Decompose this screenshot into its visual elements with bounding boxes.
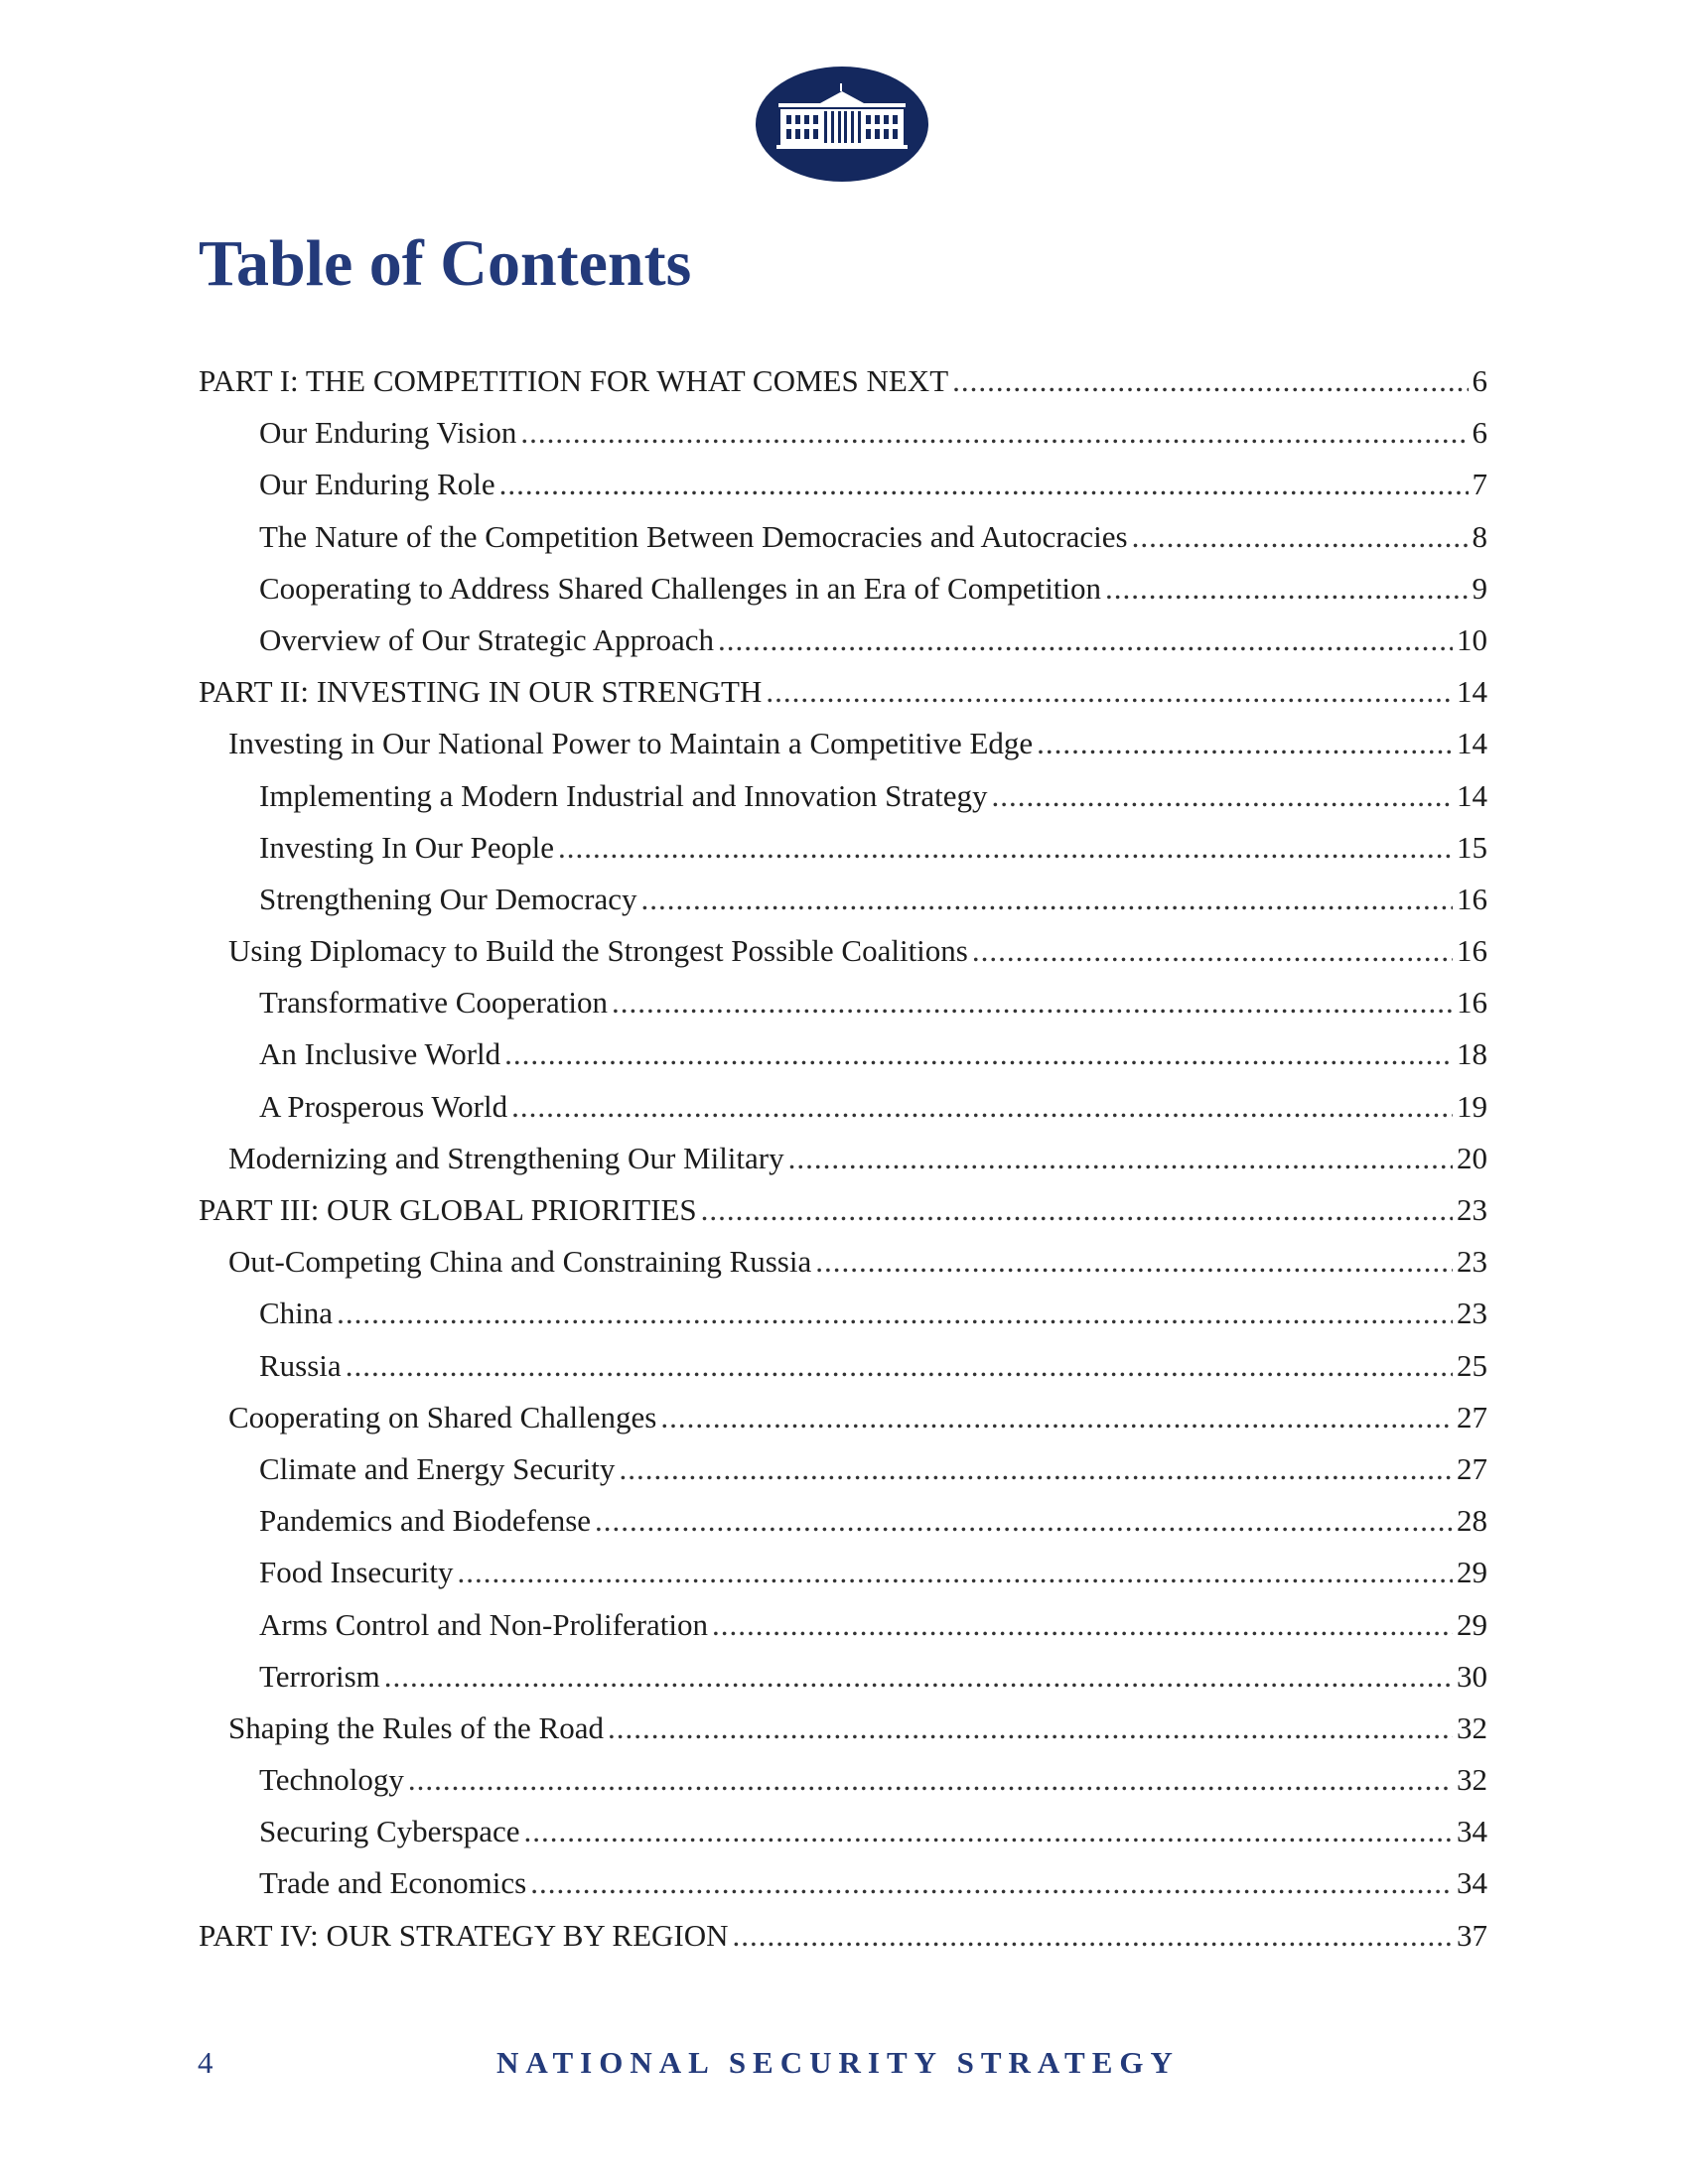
footer-document-title: NATIONAL SECURITY STRATEGY xyxy=(496,2045,1180,2080)
toc-entry[interactable] xyxy=(199,355,1487,407)
toc-entry-page-number: 23 xyxy=(1457,1192,1487,1227)
toc-entry[interactable] xyxy=(199,770,1487,822)
dot-leader xyxy=(701,1184,1453,1236)
toc-entry-label: A Prosperous World xyxy=(259,1088,508,1124)
toc-entry-page-number: 27 xyxy=(1457,1399,1487,1434)
toc-entry-label: Shaping the Rules of the Road xyxy=(228,1709,604,1745)
toc-entry-label: Pandemics and Biodefense xyxy=(259,1503,592,1539)
toc-entry-page-number: 19 xyxy=(1457,1088,1487,1124)
toc-entry[interactable] xyxy=(199,614,1487,666)
toc-entry-page-number: 23 xyxy=(1457,1244,1487,1280)
toc-entry-page-number: 25 xyxy=(1457,1347,1487,1383)
toc-entry-page-number: 6 xyxy=(1472,415,1487,451)
toc-entry-label: Transformative Cooperation xyxy=(259,985,608,1021)
dot-leader xyxy=(660,1392,1453,1443)
toc-entry-label: Securing Cyberspace xyxy=(259,1814,520,1849)
toc-entry-page-number: 6 xyxy=(1472,363,1487,398)
table-of-contents xyxy=(199,355,1487,1962)
toc-entry-label: Arms Control and Non-Proliferation xyxy=(259,1606,709,1642)
toc-entry-page-number: 28 xyxy=(1457,1503,1487,1539)
dot-leader xyxy=(530,1857,1453,1909)
toc-entry-page-number: 9 xyxy=(1472,570,1487,606)
footer-page-number: 4 xyxy=(198,2045,213,2080)
dot-leader xyxy=(712,1599,1453,1651)
toc-entry[interactable] xyxy=(199,1443,1487,1495)
toc-entry-page-number: 29 xyxy=(1457,1555,1487,1590)
toc-entry-label: Investing In Our People xyxy=(259,829,555,865)
toc-entry-label: The Nature of the Competition Between Democracies and Autocracies xyxy=(259,518,1128,554)
toc-entry-page-number: 16 xyxy=(1457,881,1487,916)
toc-entry[interactable] xyxy=(199,1288,1487,1339)
dot-leader xyxy=(766,666,1453,718)
dot-leader xyxy=(558,822,1453,874)
toc-entry-label: China xyxy=(259,1296,334,1331)
dot-leader xyxy=(520,407,1468,459)
toc-entry-label: An Inclusive World xyxy=(259,1036,501,1072)
toc-entry-label: Technology xyxy=(259,1762,404,1798)
toc-entry[interactable] xyxy=(199,822,1487,874)
toc-entry-label: Out-Competing China and Constraining Russia xyxy=(228,1244,812,1280)
toc-entry-label: Cooperating on Shared Challenges xyxy=(228,1399,657,1434)
toc-entry-label: Overview of Our Strategic Approach xyxy=(259,621,714,657)
toc-entry[interactable] xyxy=(199,1495,1487,1547)
toc-entry[interactable] xyxy=(199,1392,1487,1443)
toc-entry[interactable] xyxy=(199,666,1487,718)
dot-leader xyxy=(337,1288,1453,1339)
toc-entry-page-number: 14 xyxy=(1457,674,1487,710)
toc-entry-page-number: 16 xyxy=(1457,933,1487,969)
toc-entry-label: PART III: OUR GLOBAL PRIORITIES xyxy=(199,1192,697,1227)
toc-entry-label: Our Enduring Role xyxy=(259,467,495,502)
toc-entry-label: Terrorism xyxy=(259,1658,380,1694)
toc-entry-page-number: 29 xyxy=(1457,1606,1487,1642)
toc-entry-page-number: 27 xyxy=(1457,1450,1487,1486)
toc-entry[interactable] xyxy=(199,977,1487,1028)
toc-entry[interactable] xyxy=(199,1651,1487,1703)
dot-leader xyxy=(992,770,1454,822)
toc-entry-page-number: 18 xyxy=(1457,1036,1487,1072)
dot-leader xyxy=(718,614,1453,666)
toc-entry[interactable] xyxy=(199,1703,1487,1754)
toc-entry[interactable] xyxy=(199,1857,1487,1909)
toc-entry-page-number: 14 xyxy=(1457,777,1487,813)
toc-entry-label: Using Diplomacy to Build the Strongest Possible Coalitions xyxy=(228,933,968,969)
dot-leader xyxy=(511,1081,1453,1133)
dot-leader xyxy=(595,1495,1453,1547)
toc-entry[interactable] xyxy=(199,1754,1487,1806)
toc-entry-label: Investing in Our National Power to Maintain a Competitive Edge xyxy=(228,726,1034,761)
dot-leader xyxy=(1037,718,1453,769)
toc-entry[interactable] xyxy=(199,1547,1487,1598)
dot-leader xyxy=(504,1028,1453,1080)
toc-entry[interactable] xyxy=(199,563,1487,614)
toc-entry[interactable] xyxy=(199,459,1487,510)
toc-entry[interactable] xyxy=(199,1910,1487,1962)
toc-entry[interactable] xyxy=(199,1184,1487,1236)
toc-entry-page-number: 7 xyxy=(1472,467,1487,502)
toc-entry-page-number: 20 xyxy=(1457,1140,1487,1175)
toc-entry[interactable] xyxy=(199,1133,1487,1184)
dot-leader xyxy=(619,1443,1453,1495)
dot-leader xyxy=(952,355,1468,407)
toc-entry[interactable] xyxy=(199,925,1487,977)
toc-entry-label: PART I: THE COMPETITION FOR WHAT COMES NEXT xyxy=(199,363,949,398)
toc-entry[interactable] xyxy=(199,1599,1487,1651)
dot-leader xyxy=(972,925,1453,977)
toc-entry-page-number: 10 xyxy=(1457,621,1487,657)
toc-entry-page-number: 37 xyxy=(1457,1917,1487,1953)
dot-leader xyxy=(733,1910,1453,1962)
toc-entry[interactable] xyxy=(199,407,1487,459)
toc-entry-label: Food Insecurity xyxy=(259,1555,454,1590)
toc-entry-page-number: 23 xyxy=(1457,1296,1487,1331)
toc-entry[interactable] xyxy=(199,1806,1487,1857)
toc-entry-page-number: 30 xyxy=(1457,1658,1487,1694)
dot-leader xyxy=(788,1133,1453,1184)
toc-entry[interactable] xyxy=(199,1081,1487,1133)
toc-entry[interactable] xyxy=(199,1236,1487,1288)
dot-leader xyxy=(815,1236,1453,1288)
toc-entry-label: Implementing a Modern Industrial and Innovation Strategy xyxy=(259,777,988,813)
toc-entry-label: PART II: INVESTING IN OUR STRENGTH xyxy=(199,674,763,710)
toc-entry-page-number: 16 xyxy=(1457,985,1487,1021)
dot-leader xyxy=(346,1340,1453,1392)
toc-entry-page-number: 34 xyxy=(1457,1865,1487,1901)
dot-leader xyxy=(641,874,1454,925)
toc-entry-page-number: 34 xyxy=(1457,1814,1487,1849)
toc-entry[interactable] xyxy=(199,874,1487,925)
dot-leader xyxy=(384,1651,1453,1703)
toc-entry-label: Climate and Energy Security xyxy=(259,1450,616,1486)
toc-entry-page-number: 8 xyxy=(1472,518,1487,554)
toc-entry-page-number: 32 xyxy=(1457,1709,1487,1745)
dot-leader xyxy=(608,1703,1453,1754)
toc-entry-page-number: 15 xyxy=(1457,829,1487,865)
toc-entry-label: Strengthening Our Democracy xyxy=(259,881,637,916)
dot-leader xyxy=(499,459,1469,510)
toc-entry-page-number: 14 xyxy=(1457,726,1487,761)
dot-leader xyxy=(524,1806,1453,1857)
toc-entry-label: Our Enduring Vision xyxy=(259,415,517,451)
dot-leader xyxy=(457,1547,1453,1598)
dot-leader xyxy=(612,977,1453,1028)
toc-entry[interactable] xyxy=(199,1340,1487,1392)
toc-entry-label: Russia xyxy=(259,1347,342,1383)
dot-leader xyxy=(1105,563,1468,614)
toc-entry[interactable] xyxy=(199,1028,1487,1080)
toc-entry-label: Cooperating to Address Shared Challenges in an Era of Competition xyxy=(259,570,1102,606)
white-house-logo-icon xyxy=(755,66,929,183)
dot-leader xyxy=(408,1754,1453,1806)
toc-entry[interactable] xyxy=(199,718,1487,769)
page-title: Table of Contents xyxy=(199,227,692,300)
toc-entry-label: Modernizing and Strengthening Our Military xyxy=(228,1140,784,1175)
toc-entry-label: PART IV: OUR STRATEGY BY REGION xyxy=(199,1917,729,1953)
toc-entry-page-number: 32 xyxy=(1457,1762,1487,1798)
dot-leader xyxy=(1132,511,1469,563)
toc-entry-label: Trade and Economics xyxy=(259,1865,527,1901)
toc-entry[interactable] xyxy=(199,511,1487,563)
